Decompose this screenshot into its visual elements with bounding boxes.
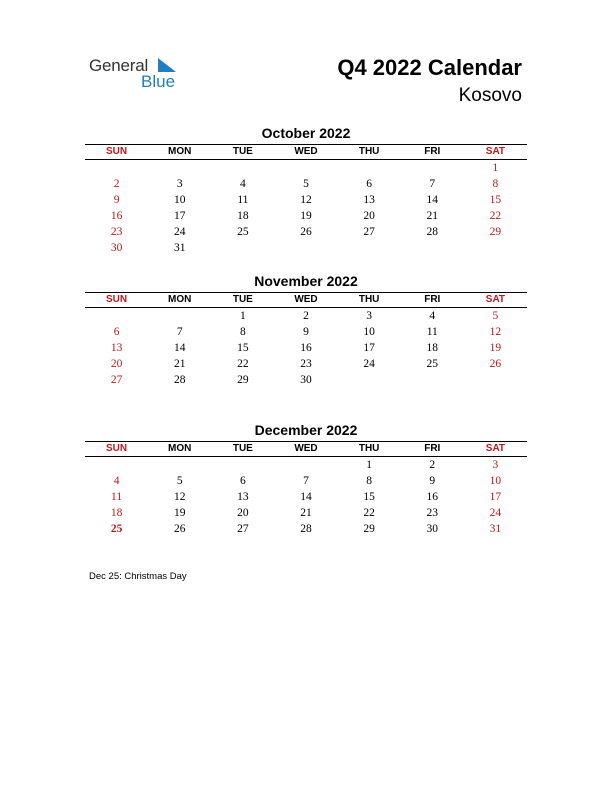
day-cell: 14: [426, 194, 439, 206]
week-row: [85, 473, 527, 489]
day-cell: 6: [239, 475, 246, 487]
day-cell: 2: [429, 459, 436, 471]
empty-day-cell: [85, 457, 148, 473]
week-row: [85, 324, 527, 340]
weekday-mon: MON: [168, 443, 192, 454]
day-cell: 10: [363, 326, 375, 338]
day-cell: 26: [300, 226, 312, 238]
empty-day-cell: [338, 372, 401, 388]
week-row: [85, 505, 527, 521]
weekday-mon: MON: [168, 294, 192, 305]
day-cell: 25: [110, 523, 123, 535]
empty-day-cell: [464, 240, 527, 256]
day-cell: 24: [363, 358, 375, 370]
day-cell: 22: [237, 358, 249, 370]
weekday-sat: SAT: [485, 146, 506, 157]
week-row: [85, 208, 527, 224]
day-cell: 17: [363, 342, 375, 354]
day-cell: 14: [300, 491, 312, 503]
month-title: November 2022: [254, 273, 358, 289]
day-cell: 18: [110, 507, 123, 519]
day-cell: 17: [173, 210, 186, 222]
weekday-sun: SUN: [106, 443, 128, 454]
day-cell: 16: [426, 491, 439, 503]
day-cell: 4: [239, 178, 246, 190]
day-cell: 19: [173, 507, 186, 519]
day-cell: 1: [239, 310, 246, 322]
day-cell: 11: [426, 326, 438, 338]
day-cell: 25: [426, 358, 439, 370]
day-cell: 15: [363, 491, 375, 503]
day-cell: 18: [426, 342, 439, 354]
day-cell: 2: [303, 310, 309, 322]
week-row: [85, 521, 527, 537]
weekday-tue: TUE: [232, 146, 253, 157]
day-cell: 16: [300, 342, 312, 354]
week-row: [85, 160, 527, 176]
day-cell: 24: [173, 226, 186, 238]
day-cell: 20: [363, 210, 375, 222]
weekday-thu: THU: [358, 294, 380, 305]
weekday-fri: FRI: [424, 294, 441, 305]
empty-day-cell: [148, 160, 211, 176]
day-cell: 26: [173, 523, 186, 535]
day-cell: 7: [429, 178, 436, 190]
day-cell: 12: [173, 491, 186, 503]
day-cell: 10: [173, 194, 186, 206]
logo-text-blue: Blue: [141, 72, 176, 91]
day-cell: 7: [176, 326, 183, 338]
week-row: [85, 224, 527, 240]
day-cell: 22: [489, 210, 502, 222]
day-cell: 3: [492, 459, 499, 471]
day-cell: 9: [113, 194, 120, 206]
weekday-thu: THU: [358, 443, 380, 454]
day-cell: 28: [426, 226, 439, 238]
month-november: [85, 272, 527, 388]
day-cell: 23: [426, 507, 439, 519]
day-cell: 13: [237, 491, 249, 503]
empty-day-cell: [464, 372, 527, 388]
weekday-sat: SAT: [485, 294, 506, 305]
country-name: Kosovo: [458, 85, 522, 106]
day-cell: 2: [113, 178, 120, 190]
week-row: [85, 192, 527, 208]
empty-day-cell: [401, 372, 464, 388]
month-title: October 2022: [261, 125, 351, 141]
day-cell: 6: [113, 326, 120, 338]
weekday-sun: SUN: [106, 146, 128, 157]
day-cell: 16: [110, 210, 123, 222]
day-cell: 30: [300, 374, 312, 386]
day-cell: 17: [489, 491, 502, 503]
weekday-sun: SUN: [106, 294, 128, 305]
day-cell: 8: [239, 326, 246, 338]
day-cell: 5: [492, 310, 499, 322]
logo-triangle-icon: [158, 58, 176, 72]
day-cell: 5: [176, 475, 183, 487]
day-cell: 13: [110, 342, 123, 354]
day-cell: 9: [429, 475, 436, 487]
empty-day-cell: [85, 160, 148, 176]
day-cell: 23: [300, 358, 312, 370]
month-title: December 2022: [254, 422, 358, 438]
day-cell: 23: [110, 226, 123, 238]
empty-day-cell: [211, 160, 274, 176]
day-cell: 3: [176, 178, 183, 190]
week-row: [85, 240, 527, 256]
day-cell: 22: [363, 507, 375, 519]
month-october: [85, 124, 527, 256]
empty-day-cell: [338, 160, 401, 176]
day-cell: 12: [300, 194, 312, 206]
day-cell: 21: [173, 358, 186, 370]
empty-day-cell: [211, 457, 274, 473]
day-cell: 12: [489, 326, 502, 338]
week-row: [85, 308, 527, 324]
week-row: [85, 489, 527, 505]
day-cell: 14: [173, 342, 186, 354]
day-cell: 7: [303, 475, 309, 487]
day-cell: 27: [237, 523, 249, 535]
day-cell: 8: [492, 178, 499, 190]
day-cell: 21: [300, 507, 312, 519]
day-cell: 30: [110, 242, 123, 254]
day-cell: 4: [429, 310, 436, 322]
day-cell: 31: [489, 523, 502, 535]
day-cell: 5: [303, 178, 309, 190]
weekday-wed: WED: [294, 294, 318, 305]
day-cell: 20: [110, 358, 123, 370]
day-cell: 24: [489, 507, 502, 519]
day-cell: 3: [366, 310, 372, 322]
day-cell: 15: [237, 342, 249, 354]
day-cell: 28: [300, 523, 312, 535]
day-cell: 1: [366, 459, 372, 471]
day-cell: 6: [366, 178, 372, 190]
day-cell: 19: [489, 342, 502, 354]
day-cell: 1: [492, 162, 499, 174]
weekday-sat: SAT: [485, 443, 506, 454]
day-cell: 30: [426, 523, 439, 535]
week-row: [85, 176, 527, 192]
day-cell: 10: [489, 475, 502, 487]
day-cell: 31: [173, 242, 186, 254]
empty-day-cell: [211, 240, 274, 256]
day-cell: 18: [237, 210, 249, 222]
empty-day-cell: [401, 240, 464, 256]
empty-day-cell: [274, 160, 337, 176]
weekday-header: [85, 441, 527, 457]
day-cell: 4: [113, 475, 120, 487]
empty-day-cell: [401, 160, 464, 176]
empty-day-cell: [338, 240, 401, 256]
day-cell: 9: [303, 326, 309, 338]
weekday-tue: TUE: [232, 443, 253, 454]
day-cell: 19: [300, 210, 312, 222]
weekday-header: [85, 292, 527, 308]
weekday-wed: WED: [294, 443, 318, 454]
week-row: [85, 356, 527, 372]
logo-text-general: General: [89, 56, 149, 75]
weekday-tue: TUE: [232, 294, 253, 305]
empty-day-cell: [274, 240, 337, 256]
day-cell: 20: [237, 507, 249, 519]
day-cell: 29: [363, 523, 375, 535]
day-cell: 28: [173, 374, 186, 386]
week-row: [85, 372, 527, 388]
weekday-mon: MON: [168, 146, 192, 157]
week-row: [85, 457, 527, 473]
day-cell: 26: [489, 358, 502, 370]
day-cell: 27: [110, 374, 123, 386]
holiday-notes: Dec 25: Christmas Day: [89, 571, 187, 582]
day-cell: 11: [111, 491, 123, 503]
day-cell: 25: [237, 226, 249, 238]
day-cell: 29: [489, 226, 502, 238]
day-cell: 13: [363, 194, 375, 206]
day-cell: 11: [237, 194, 249, 206]
month-december: [85, 421, 527, 537]
day-cell: 8: [366, 475, 372, 487]
weekday-fri: FRI: [424, 443, 441, 454]
empty-day-cell: [148, 457, 211, 473]
empty-day-cell: [274, 457, 337, 473]
brand-logo: [89, 56, 189, 96]
page-title: Q4 2022 Calendar: [337, 55, 522, 80]
empty-day-cell: [85, 308, 148, 324]
empty-day-cell: [148, 308, 211, 324]
day-cell: 29: [237, 374, 249, 386]
week-row: [85, 340, 527, 356]
day-cell: 27: [363, 226, 375, 238]
day-cell: 15: [489, 194, 502, 206]
weekday-fri: FRI: [424, 146, 441, 157]
weekday-thu: THU: [358, 146, 380, 157]
weekday-wed: WED: [294, 146, 318, 157]
day-cell: 21: [426, 210, 439, 222]
weekday-header: [85, 144, 527, 160]
